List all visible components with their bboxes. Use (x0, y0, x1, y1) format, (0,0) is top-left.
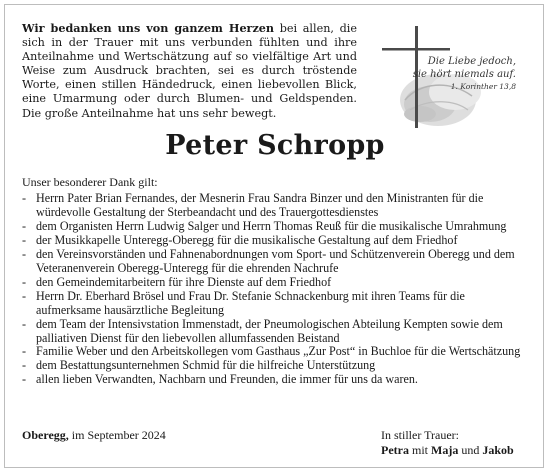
list-item (22, 234, 532, 248)
thanks-heading: Unser besonderer Dank gilt: (22, 175, 158, 189)
list-item (22, 248, 532, 276)
place-town: Oberegg, (22, 428, 69, 442)
thanks-list (22, 192, 532, 387)
intro-rest: bei allen, die sich in der Trauer mit uns verbunden fühlten und ihre Anteilnahme und Wertschätzung auf so vielfältige Art und Weise zum Ausdruck brachten, sei es durch tröstende Worte, einen stillen Händedruck, einen liebevollen Blick, eine Umarmung oder durch Blumen- und Geldspenden. Die große Anteilnahme hat uns sehr bewegt. (22, 22, 357, 120)
signature-names (381, 443, 514, 458)
signature-connector: und (458, 442, 483, 457)
list-dash: - (22, 316, 27, 331)
list-item-text: Herrn Dr. Eberhard Brösel und Frau Dr. Stefanie Schnackenburg mit ihren Teams für die aufmerksame hausärztliche Begleitung (36, 288, 465, 317)
list-item-text: dem Organisten Herrn Ludwig Salger und Herrn Thomas Reuß für die musikalische Umrahmung (36, 218, 507, 233)
list-item (22, 373, 532, 387)
place-date (22, 428, 166, 443)
list-item-text: dem Team der Intensivstation Immenstadt, der Pneumologischen Abteilung Kempten sowie dem palliativen Dienst für den liebevollen allumfassenden Beistand (36, 316, 503, 345)
list-item (22, 290, 532, 318)
list-dash: - (22, 191, 27, 205)
mourners-signature (381, 428, 514, 457)
list-item (22, 345, 532, 359)
list-dash: - (22, 358, 27, 373)
list-dash: - (22, 372, 27, 387)
list-item (22, 359, 532, 373)
list-item-text: der Musikkapelle Unteregg-Oberegg für die musikalische Gestaltung auf dem Friedhof (36, 232, 458, 247)
list-item-text: dem Bestattungsunternehmen Schmid für die hilfreiche Unterstützung (36, 358, 376, 373)
mourner-name: Jakob (482, 442, 514, 457)
verse-reference: 1. Korinther 13,8 (450, 82, 516, 91)
verse-line-2: sie hört niemals auf. (412, 68, 516, 80)
list-dash: - (22, 344, 27, 359)
signature-connector: mit (408, 442, 431, 457)
verse-line-1: Die Liebe jedoch, (427, 56, 516, 67)
deceased-name: Peter Schropp (165, 130, 385, 161)
signature-label: In stiller Trauer: (381, 428, 459, 442)
intro-text (22, 21, 357, 121)
list-dash: - (22, 274, 27, 289)
bible-verse (413, 56, 516, 94)
list-dash: - (22, 246, 27, 261)
list-item (22, 220, 532, 234)
list-dash: - (22, 232, 27, 247)
list-item-text: Herrn Pater Brian Fernandes, der Mesnerin Frau Sandra Binzer und den Ministranten für die würdevolle Gestaltung der Sterbeandacht und des Trauergottesdienstes (36, 191, 484, 219)
place-date-text: im September 2024 (68, 428, 166, 442)
list-item-text: Familie Weber und den Arbeitskollegen vom Gasthaus „Zur Post“ in Buchloe für die Wertschätzung (36, 344, 521, 359)
list-item-text: allen lieben Verwandten, Nachbarn und Freunden, die immer für uns da waren. (36, 372, 418, 387)
intro-bold: Wir bedanken uns von ganzem Herzen (22, 21, 275, 35)
list-dash: - (22, 218, 27, 233)
list-item (22, 276, 532, 290)
list-item (22, 192, 532, 220)
list-item-text: den Vereinsvorständen und Fahnenabordnungen vom Sport- und Schützenverein Oberegg und dem Veteranenverein Oberegg-Unteregg für die ehrenden Nachrufe (36, 246, 515, 275)
mourner-name: Maja (431, 442, 459, 457)
mourner-name: Petra (381, 442, 409, 457)
list-dash: - (22, 288, 27, 303)
list-item-text: den Gemeindemitarbeitern für ihre Dienste auf dem Friedhof (36, 274, 332, 289)
list-item (22, 318, 532, 346)
